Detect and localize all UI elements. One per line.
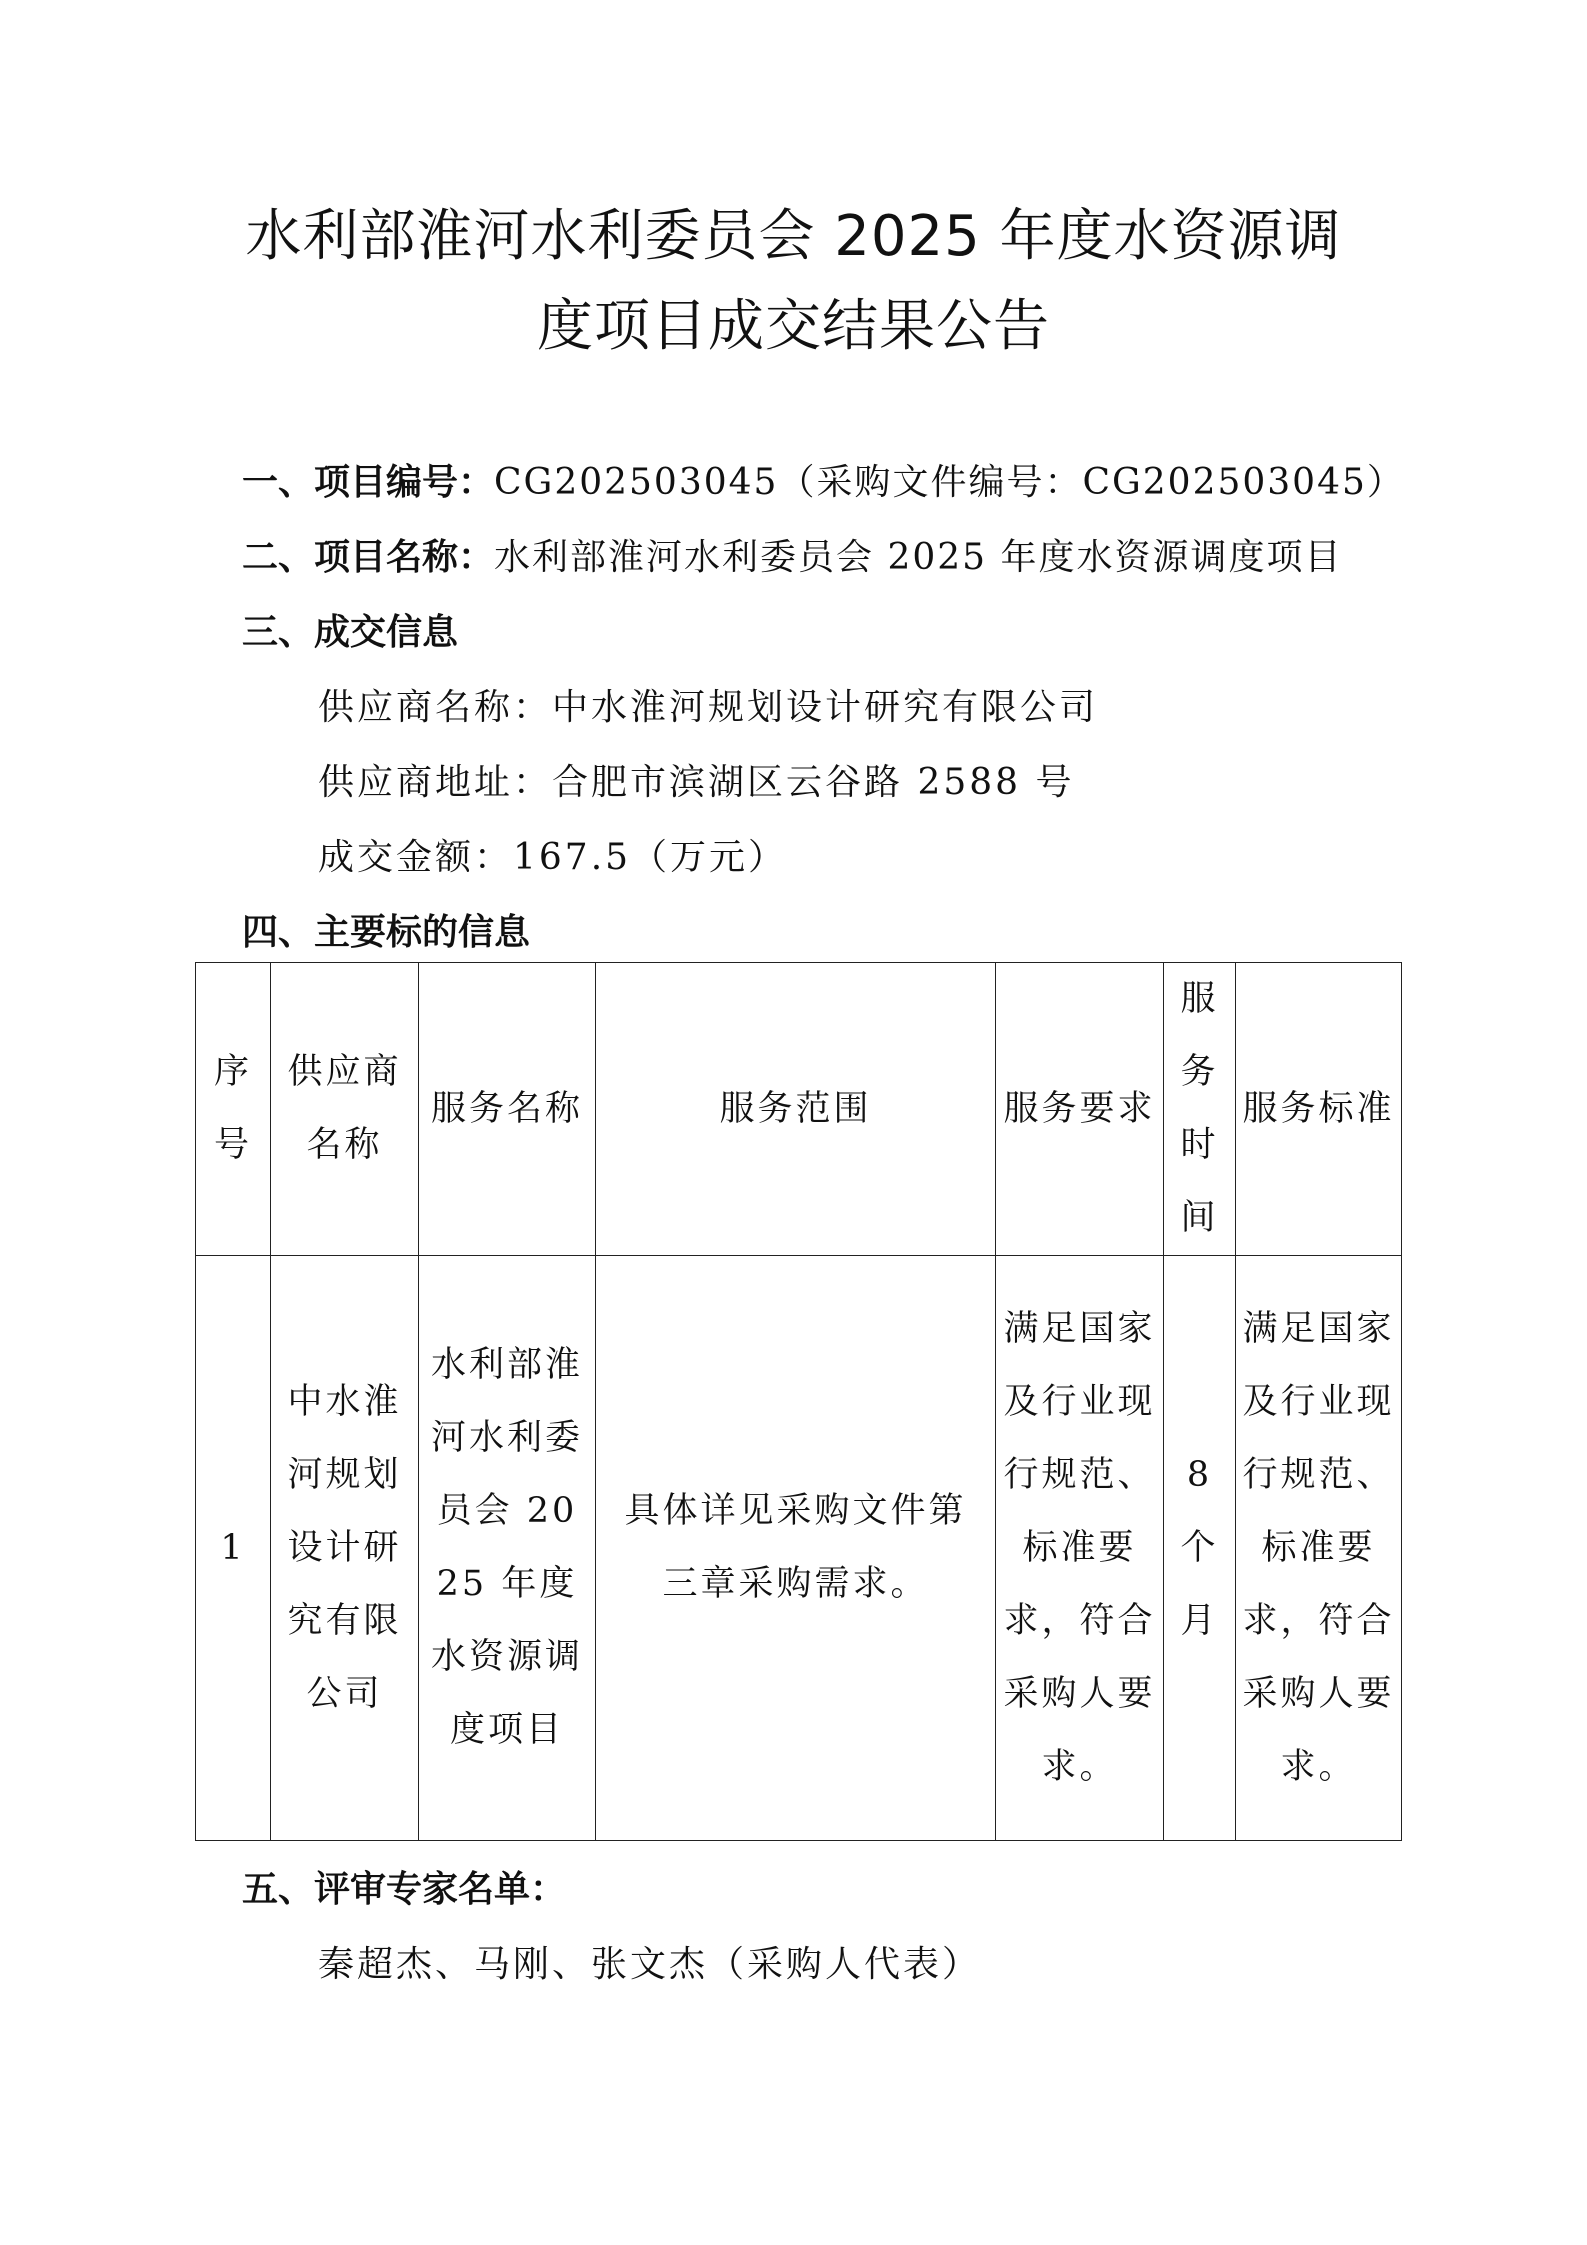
table-header-row <box>196 963 1402 1256</box>
project-number-value: CG202503045（采购文件编号：CG202503045） <box>494 462 1405 503</box>
cell-service-name: 水利部淮河水利委员会 2025 年度水资源调度项目 <box>419 1256 596 1841</box>
section-experts <box>242 1865 566 1915</box>
header-scope: 服务范围 <box>596 963 996 1256</box>
supplier-address: 供应商地址：合肥市滨湖区云谷路 2588 号 <box>318 762 1075 803</box>
header-requirement: 服务要求 <box>996 963 1164 1256</box>
experts-heading: 五、评审专家名单： <box>242 1869 567 1910</box>
deal-info-heading: 三、成交信息 <box>242 612 459 653</box>
table-row <box>196 1256 1402 1841</box>
header-service-name: 服务名称 <box>419 963 596 1256</box>
section-deal-info <box>242 608 458 658</box>
cell-standard: 满足国家及行业现行规范、标准要求，符合采购人要求。 <box>1236 1256 1402 1841</box>
title-line-1: 水利部淮河水利委员会 2025 年度水资源调 <box>245 204 1342 269</box>
section-project-number <box>242 458 1405 508</box>
header-standard: 服务标准 <box>1236 963 1402 1256</box>
section-project-name <box>242 533 1343 583</box>
cell-time: 8 个月 <box>1164 1256 1236 1841</box>
section-main-items <box>242 908 530 958</box>
main-items-table <box>195 962 1402 1841</box>
header-seq: 序号 <box>196 963 271 1256</box>
project-name-value: 水利部淮河水利委员会 2025 年度水资源调度项目 <box>494 537 1343 578</box>
cell-seq: 1 <box>196 1256 271 1841</box>
supplier-name: 供应商名称：中水淮河规划设计研究有限公司 <box>318 687 1099 728</box>
deal-amount: 成交金额：167.5（万元） <box>318 837 788 878</box>
cell-supplier: 中水淮河规划设计研究有限公司 <box>271 1256 419 1841</box>
document-title <box>180 192 1407 372</box>
main-items-heading: 四、主要标的信息 <box>242 912 531 953</box>
cell-requirement: 满足国家及行业现行规范、标准要求，符合采购人要求。 <box>996 1256 1164 1841</box>
experts-list: 秦超杰、马刚、张文杰（采购人代表） <box>318 1944 982 1985</box>
project-number-label: 一、项目编号： <box>242 462 495 503</box>
header-time: 服务时间 <box>1164 963 1236 1256</box>
project-name-label: 二、项目名称： <box>242 537 495 578</box>
header-supplier: 供应商名称 <box>271 963 419 1256</box>
cell-scope: 具体详见采购文件第三章采购需求。 <box>596 1256 996 1841</box>
title-line-2: 度项目成交结果公告 <box>537 294 1050 359</box>
